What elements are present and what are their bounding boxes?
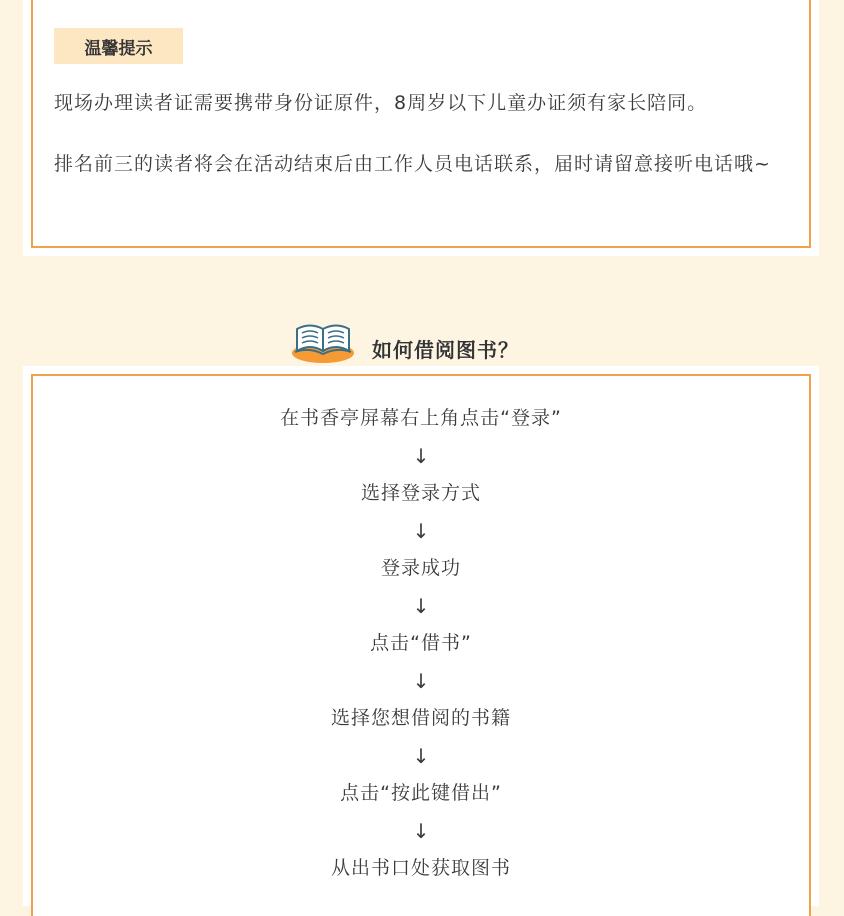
- open-book-icon: [292, 321, 358, 365]
- down-arrow-icon: ↓: [412, 518, 430, 543]
- down-arrow-icon: ↓: [412, 593, 430, 618]
- down-arrow-icon: ↓: [412, 743, 430, 768]
- step-2-choose-login-method: 选择登录方式: [360, 482, 481, 504]
- down-arrow-icon: ↓: [412, 668, 430, 693]
- tips-badge: 温馨提示: [54, 28, 183, 64]
- step-7-collect-book: 从出书口处获取图书: [330, 857, 511, 879]
- tip-paragraph-id-card: 现场办理读者证需要携带身份证原件，8周岁以下儿童办证须有家长陪同。: [54, 92, 708, 114]
- down-arrow-icon: ↓: [412, 818, 430, 843]
- section-title: 如何借阅图书？: [372, 337, 519, 362]
- step-6-press-lend-key: 点击“按此键借出”: [340, 782, 502, 804]
- section-heading: [292, 320, 519, 366]
- step-5-select-book: 选择您想借阅的书籍: [330, 707, 511, 729]
- step-4-click-borrow: 点击“借书”: [370, 632, 472, 654]
- tip-paragraph-top-three: 排名前三的读者将会在活动结束后由工作人员电话联系，届时请留意接听电话哦~: [54, 153, 771, 175]
- borrow-steps: [33, 400, 809, 888]
- step-1-login: 在书香亭屏幕右上角点击“登录”: [280, 407, 562, 429]
- down-arrow-icon: ↓: [412, 443, 430, 468]
- step-3-login-success: 登录成功: [380, 557, 461, 579]
